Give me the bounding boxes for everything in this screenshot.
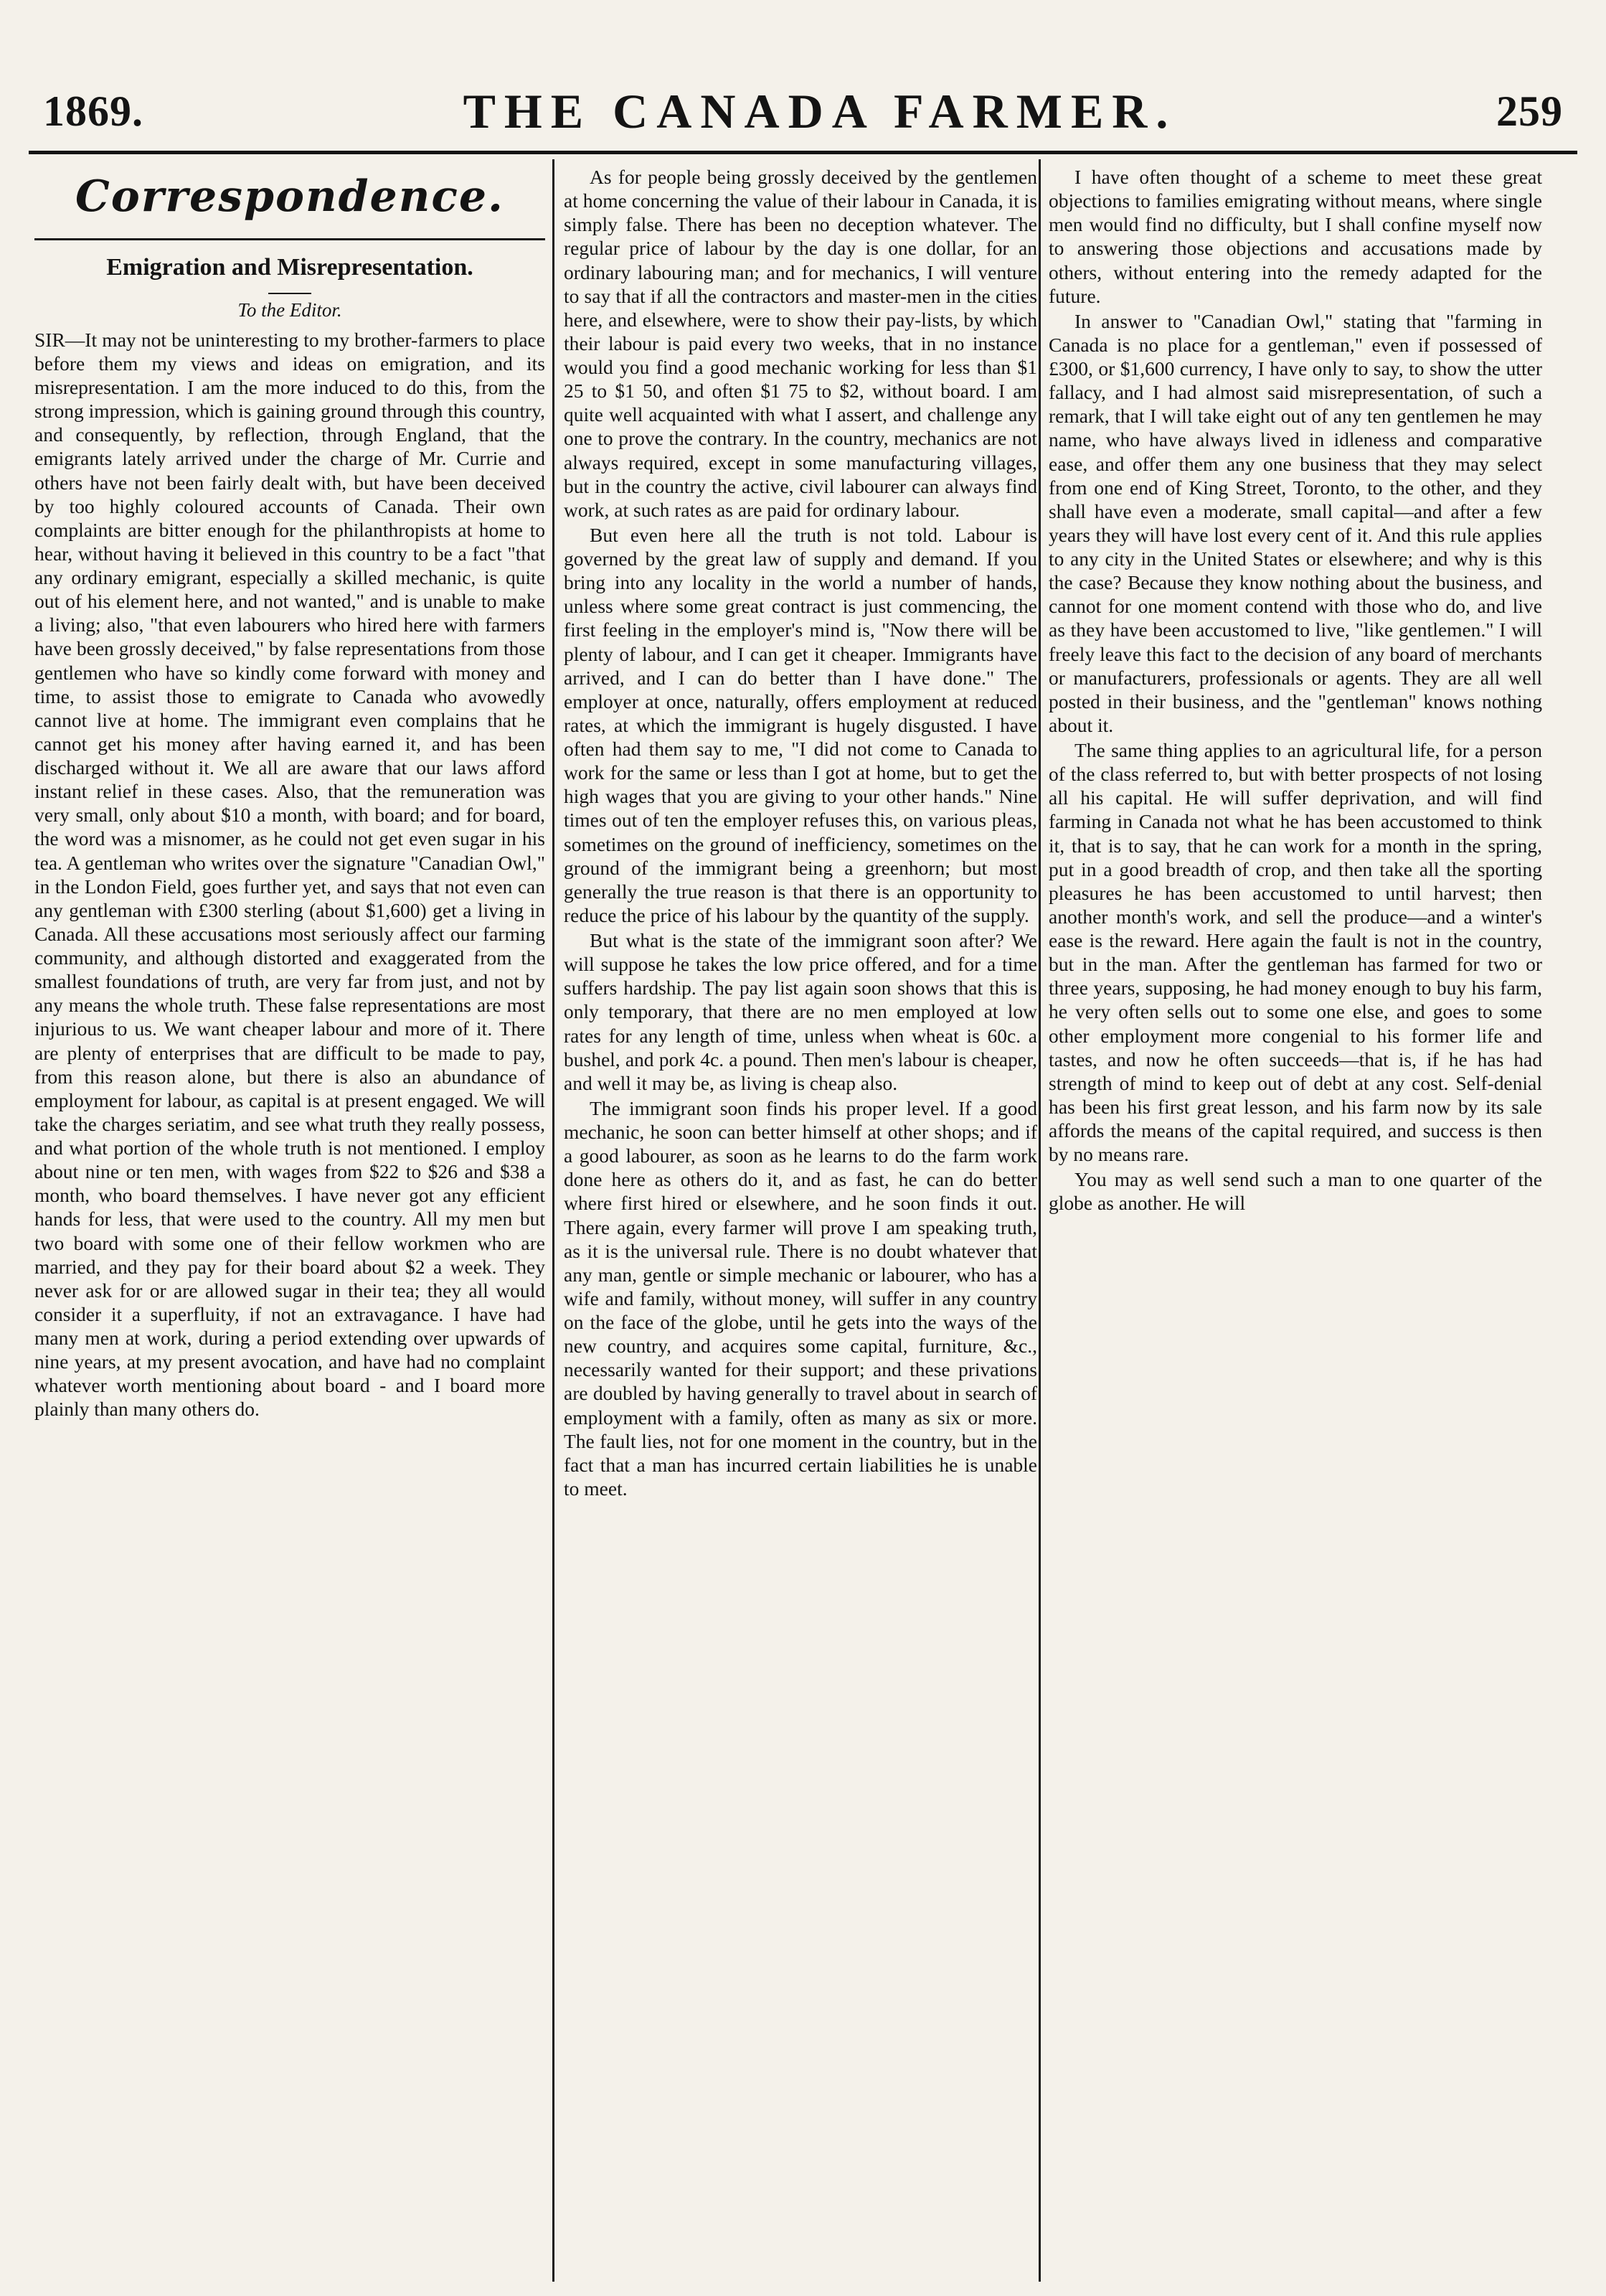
article-paragraph: I have often thought of a scheme to meet these great objections to families emigrating without means, where single men would find no difficulty, but I shall confine myself now to answering those objections and accusations made by others, without entering into the remedy adapted for the future. xyxy=(1049,166,1542,307)
column-divider xyxy=(1039,159,1041,2282)
column-divider xyxy=(552,159,554,2282)
newspaper-title: THE CANADA FARMER. xyxy=(463,83,1177,138)
article-paragraph: In answer to "Canadian Owl," stating that "farming in Canada is no place for a gentleman," even if possessed of £300, or $1,600 currency, I have only to say, to show the utter fallacy, and I had almost said misrepresentation, of such a remark, that I will take eight out of any ten gentlemen he may name, who have always lived in idleness and comparative ease, and offer them any one business that they may select from one end of King Street, Toronto, to the other, and they shall have even a moderate, small capital—and after a few years they will have lost every cent of it. And this rule applies to any city in the United States or elsewhere; and why is this the case? Because they know nothing about the business, and cannot for one moment contend with those who do, and live as they have been accustomed to live, "like gentlemen." I will freely leave this fact to the decision of any board of merchants or manufacturers, professionals or agents. They are all well posted in their business, and the "gentleman" knows nothing about it. xyxy=(1049,309,1542,736)
column-1 xyxy=(34,165,545,2282)
article-headline: Emigration and Misrepresentation. xyxy=(106,254,473,281)
article-paragraph: But what is the state of the immigrant soon after? We will suppose he takes the low price offered, and for a time suffers hardship. The pay list again soon shows that this is only temporary, that there are no men employed at low rates for any length of time, unless when wheat is 60c. a bushel, and pork 4c. a pound. Then men's labour is cheaper, and well it may be, as living is cheap also. xyxy=(564,929,1037,1094)
masthead-rule xyxy=(29,151,1577,154)
column-2 xyxy=(564,165,1037,2282)
page-number: 259 xyxy=(1496,87,1563,135)
issue-year: 1869. xyxy=(43,87,143,135)
section-rule xyxy=(34,238,545,240)
article-paragraph: The immigrant soon finds his proper level. If a good mechanic, he soon can better himself at other shops; and if a good labourer, as soon as he learns to do the farm work done here as others do it, and as fast, he can do better where first hired or elsewhere, and he soon finds it out. There again, every farmer will prove I am speaking truth, as it is the universal rule. There is no doubt whatever that any man, gentle or simple mechanic or labourer, who has a wife and family, without money, will suffer in any country on the face of the globe, until he gets into the ways of the new country, and acquires some capital, furniture, &c., necessarily wanted for their support; and these privations are doubled by having generally to travel about in search of employment with a family, often as many as six or more. The fault lies, not for one moment in the country, but in the fact that a man has incurred certain liabilities he is unable to meet. xyxy=(564,1096,1037,1500)
article-paragraph: The same thing applies to an agricultural life, for a person of the class referred to, but with better prospects of not losing all his capital. He will suffer deprivation, and will find farming in Canada not what he has been accustomed to think it, that is to say, that he can work for a month in the spring, put in a good breadth of crop, and then take all the sporting pleasures he has been accustomed to until harvest; then another month's work, and sell the produce—and a winter's ease is the reward. Here again the fault is not in the country, but in the man. After the gentleman has farmed for two or three years, supposing, he had money enough to buy his farm, he very often sells out to some one else, and goes to some other employment more congenial to his former life and tastes, and now he often succeeds—that is, if he has had strength of mind to keep out of debt at any cost. Self-denial has been his first great lesson, and his farm now by its sale affords the means of the capital required, and success is then by no means rare. xyxy=(1049,739,1542,1166)
headline-rule xyxy=(268,293,311,294)
article-paragraph: You may as well send such a man to one quarter of the globe as another. He will xyxy=(1049,1168,1542,1215)
to-editor-line: To the Editor. xyxy=(237,299,342,321)
column-3 xyxy=(1049,165,1542,2282)
article-paragraph: SIR—It may not be uninteresting to my brother-farmers to place before them my views and ideas on emigration, and its misrepresentation. I am the more induced to do this, from the strong impression, which is gaining ground through this country, and consequently, by reflection, through England, that the emigrants lately arrived under the charge of Mr. Currie and others have not been fairly dealt with, but have been deceived by too highly coloured accounts of Canada. Their own complaints are bitter enough for the philanthropists at home to hear, without having it believed in this country to be a fact "that any ordinary emigrant, especially a skilled mechanic, is quite out of his element here, and not wanted," and is unable to make a living; also, "that even labourers who hired here with farmers have been grossly deceived," by false representations from those gentlemen who have so kindly come forward with money and time, to assist those to emigrate to Canada who avowedly cannot live at home. The immigrant even complains that he cannot get his money after having earned it, and has been discharged without it. We all are aware that our laws afford instant relief in these cases. Also, that the remuneration was very small, only about $10 a month, with board; and for board, the word was a misnomer, as he could not get even sugar in his tea. A gentleman who writes over the signature "Canadian Owl," in the London Field, goes further yet, and says that not even can any gentleman with £300 sterling (about $1,600) get a living in Canada. All these accusations most seriously affect our farming community, and although distorted and exaggerated from the smallest foundations of truth, are very far from just, and not by any means the whole truth. These false representations are most injurious to us. We want cheaper labour and more of it. There are plenty of enterprises that are difficult to be made to pay, from this reason alone, but there is also an abundance of employment for labour, as capital is at present engaged. We will take the charges seriatim, and see what truth they really possess, and what portion of the whole truth is not mentioned. I employ about nine or ten men, with wages from $22 to $26 and $38 a month, who board themselves. I have never got any efficient hands for less, that were used to the country. All my men but two board with some one of their fellow workmen who are married, and they pay for their board about $2 a week. They never ask for or are allowed sugar in their tea; they all would consider it a superfluity, if not an extravagance. I have had many men at work, during a period extending over upwards of nine years, at my present avocation, and have had no complaint whatever worth mentioning about board - and I board more plainly than many others do. xyxy=(34,328,545,1421)
article-paragraph: As for people being grossly deceived by the gentlemen at home concerning the value of their labour in Canada, it is simply false. There has been no deception whatever. The regular price of labour by the day is one dollar, for an ordinary labouring man; and for mechanics, I will venture to say that if all the contractors and master-men in the cities here, and elsewhere, were to show their pay-lists, by which their labour is paid every two weeks, that in no instance would you find a good mechanic working for less than $1 25 to $1 50, and often $1 75 to $2, without board. I am quite well acquainted with what I assert, and challenge any one to prove the contrary. In the country, mechanics are not always required, except in some manufacturing villages, but in the country the active, civil labourer can always find work, at such rates as are paid for ordinary labour. xyxy=(564,166,1037,521)
masthead xyxy=(43,75,1563,147)
section-title: Correspondence. xyxy=(75,171,504,222)
article-paragraph: But even here all the truth is not told. Labour is governed by the great law of supply and demand. If you bring into any locality in the world a number of hands, unless where some great contract is just commencing, the first feeling in the employer's mind is, "Now there will be plenty of labour, and I can get it cheaper. Immigrants have arrived, and I can do better than I have done." The employer at once, naturally, offers employment at reduced rates, at which the immigrant is hugely disgusted. I have often had them say to me, "I did not come to Canada to work for the same or less than I got at home, but to get the high wages that you are giving to your other hands." Nine times out of ten the employer refuses this, on various pleas, sometimes on the ground of inefficiency, sometimes on the ground of the immigrant being a greenhorn; but most generally the true reason is that there is an opportunity to reduce the price of his labour by the quantity of the supply. xyxy=(564,523,1037,926)
